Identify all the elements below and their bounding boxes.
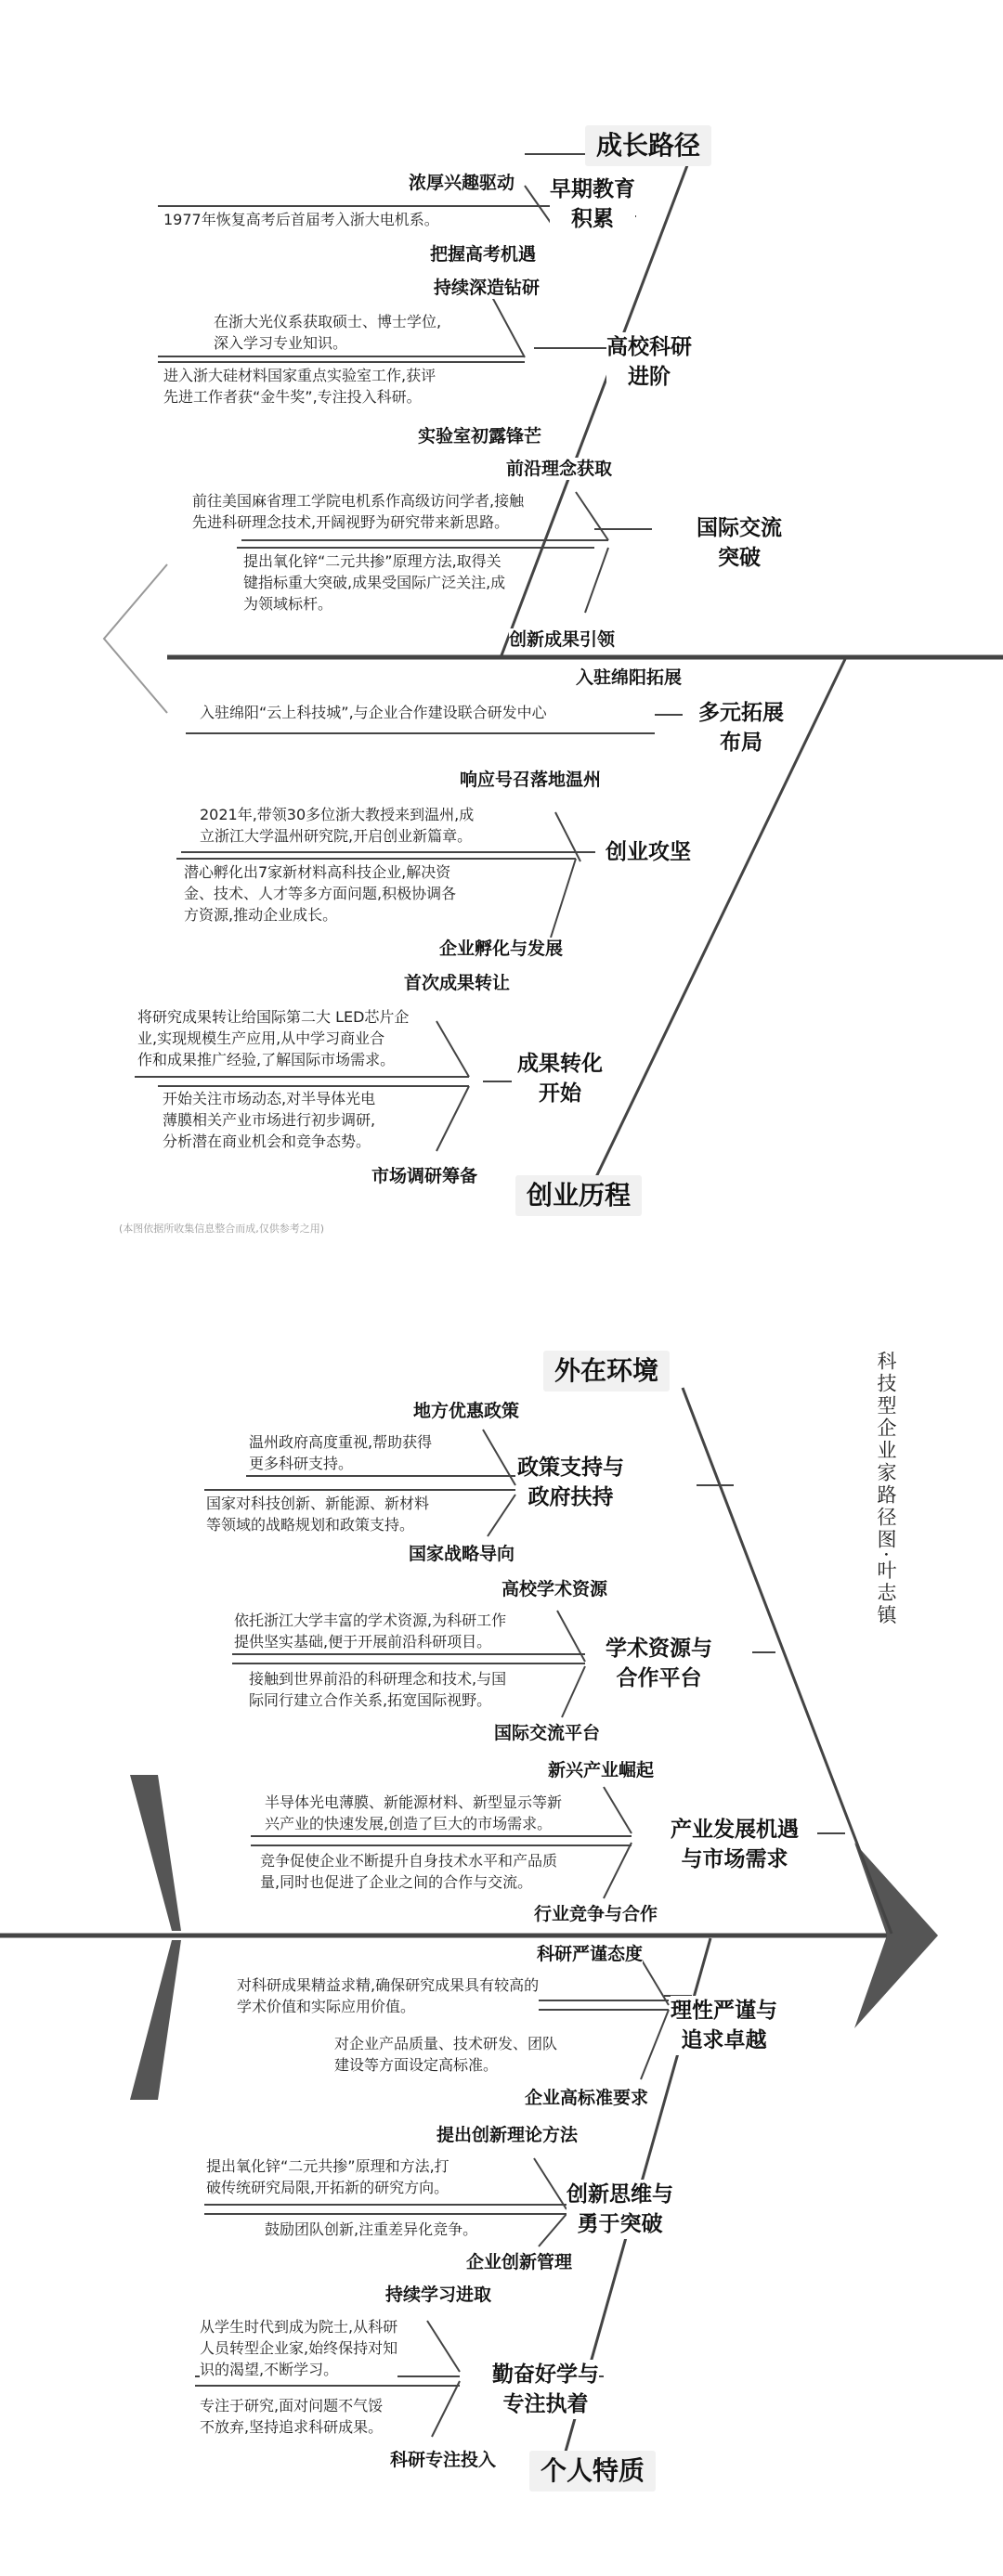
sub-label: 企业孵化与发展 (439, 938, 564, 959)
sub-label: 企业高标准要求 (525, 2088, 649, 2108)
sub-label: 市场调研筹备 (371, 1166, 478, 1186)
category-label: 成果转化 开始 (517, 1049, 603, 1108)
desc-text: 2021年,带领30多位浙大教授来到温州,成 立浙江大学温州研究院,开启创业新篇章。 (200, 806, 475, 845)
diagram2-bottom-title: 个人特质 (529, 2451, 656, 2492)
desc-text: 提出氧化锌“二元共掺”原理方法,取得关 键指标重大突破,成果受国际广泛关注,成 为领域标杆。 (243, 552, 506, 613)
sub-label: 地方优惠政策 (413, 1401, 520, 1421)
desc-text: 从学生时代到成为院士,从科研 人员转型企业家,始终保持对知 识的渴望,不断学习。 (200, 2318, 398, 2378)
desc-text: 入驻绵阳“云上科技城”,与企业合作建设联合研发中心 (200, 704, 547, 721)
tail-2-bottom (130, 1940, 181, 2100)
sub-label: 响应号召落地温州 (460, 770, 602, 790)
desc-text: 对科研成果精益求精,确保研究成果具有较高的 学术价值和实际应用价值。 (237, 1976, 540, 2015)
category-label: 理性严谨与 追求卓越 (671, 1996, 777, 2055)
sub-label: 国家战略导向 (409, 1544, 515, 1564)
tail-1 (104, 564, 167, 713)
desc-text: 前往美国麻省理工学院电机系作高级访问学者,接触 先进科研理念技术,开阔视野为研究带来新思路。 (192, 492, 525, 531)
category-label: 多元拓展 布局 (698, 698, 784, 757)
sub-label: 浓厚兴趣驱动 (409, 173, 515, 193)
category-label: 政策支持与 政府扶持 (517, 1453, 624, 1512)
sub-label: 提出创新理论方法 (436, 2125, 579, 2145)
diagram1-bottom-title: 创业历程 (515, 1175, 642, 1216)
desc-text: 潜心孵化出7家新材料高科技企业,解决资 金、技术、人才等多方面问题,积极协调各 方资源,推动企业成长。 (184, 863, 457, 924)
sub-label: 国际交流平台 (494, 1723, 601, 1743)
sub-label: 首次成果转让 (404, 973, 511, 993)
sub-label: 持续学习进取 (385, 2285, 492, 2305)
sub-label: 持续深造钻研 (434, 278, 541, 298)
category-label: 国际交流 突破 (697, 513, 782, 573)
category-label: 早期教育 积累 (550, 175, 635, 234)
sub-label: 企业创新管理 (466, 2252, 573, 2272)
sub-label: 行业竞争与合作 (534, 1904, 658, 1924)
desc-text: 1977年恢复高考后首届考入浙大电机系。 (163, 211, 439, 228)
diagram1-top-title: 成长路径 (585, 125, 711, 166)
desc-text: 依托浙江大学丰富的学术资源,为科研工作 提供坚实基础,便于开展前沿科研项目。 (234, 1612, 507, 1650)
desc-text: 鼓励团队创新,注重差异化竞争。 (265, 2220, 478, 2238)
desc-text: 半导体光电薄膜、新能源材料、新型显示等新 兴产业的快速发展,创造了巨大的市场需求。 (265, 1793, 563, 1832)
tail-2-top (130, 1775, 181, 1931)
sub-label: 把握高考机遇 (430, 244, 537, 265)
desc-text: 温州政府高度重视,帮助获得 更多科研支持。 (249, 1433, 433, 1472)
category-label: 学术资源与 合作平台 (606, 1634, 712, 1693)
desc-text: 对企业产品质量、技术研发、团队 建设等方面设定高标准。 (334, 2035, 558, 2074)
sub-label: 创新成果引领 (509, 629, 616, 650)
category-label: 创业攻坚 (606, 837, 691, 867)
desc-text: 将研究成果转让给国际第二大 LED芯片企 业,实现规模生产应用,从中学习商业合 作和成果推广经验,了解国际市场需求。 (137, 1008, 410, 1068)
sub-label: 实验室初露锋芒 (418, 426, 542, 447)
side-title: 科技型企业家路径图·叶志镇 (875, 1351, 897, 1627)
sub-label: 入驻绵阳拓展 (576, 667, 683, 688)
sub-label: 科研专注投入 (390, 2450, 497, 2470)
sub-label: 新兴产业崛起 (548, 1760, 655, 1780)
category-label: 勤奋好学与 专注执着 (492, 2360, 599, 2419)
desc-text: 开始关注市场动态,对半导体光电 薄膜相关产业市场进行初步调研, 分析潜在商业机会和竞争态势。 (163, 1090, 376, 1150)
desc-text: 在浙大光仪系获取硕士、博士学位, 深入学习专业知识。 (214, 313, 442, 352)
disclaimer-note: (本图依据所收集信息整合而成,仅供参考之用) (119, 1223, 325, 1235)
sub-label: 前沿理念获取 (506, 459, 613, 479)
desc-text: 提出氧化锌“二元共掺”原理和方法,打 破传统研究局限,开拓新的研究方向。 (206, 2157, 449, 2196)
category-label: 产业发展机遇 与市场需求 (671, 1815, 799, 1874)
desc-text: 接触到世界前沿的科研理念和技术,与国 际同行建立合作关系,拓宽国际视野。 (249, 1670, 507, 1709)
diagram2-top-title: 外在环境 (543, 1351, 670, 1392)
desc-text: 国家对科技创新、新能源、新材料 等领域的战略规划和政策支持。 (206, 1495, 430, 1534)
category-label: 创新思维与 勇于突破 (567, 2180, 673, 2239)
sub-label: 科研严谨态度 (537, 1944, 644, 1964)
desc-text: 竞争促使企业不断提升自身技术水平和产品质 量,同时也促进了企业之间的合作与交流。 (260, 1852, 558, 1891)
desc-text: 进入浙大硅材料国家重点实验室工作,获评 先进工作者获“金牛奖”,专注投入科研。 (163, 367, 436, 406)
sub-label: 高校学术资源 (502, 1579, 608, 1599)
desc-text: 专注于研究,面对问题不气馁 不放弃,坚持追求科研成果。 (200, 2397, 384, 2436)
category-label: 高校科研 进阶 (606, 332, 692, 392)
